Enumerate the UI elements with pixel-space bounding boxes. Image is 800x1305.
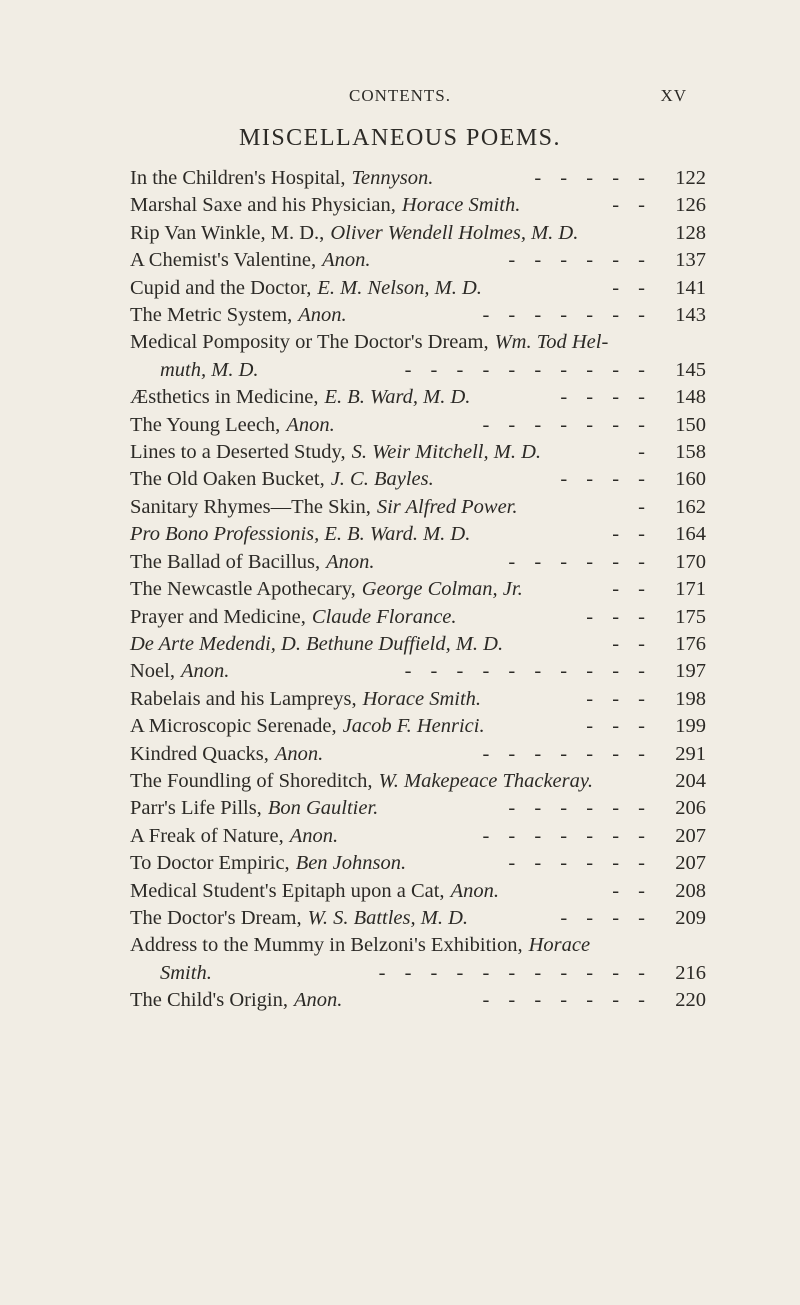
entry-title: Address to the Mummy in Belzoni's Exhibition, bbox=[130, 934, 523, 957]
entry-page-number: 206 bbox=[675, 797, 706, 820]
entry-author: George Colman, Jr. bbox=[361, 578, 523, 601]
dot-leaders: - - bbox=[612, 632, 652, 655]
entry-title: Rabelais and his Lampreys, bbox=[130, 687, 357, 710]
entry-author: Horace bbox=[528, 934, 591, 957]
entry-line bbox=[130, 466, 706, 493]
entry-line bbox=[130, 932, 706, 959]
entry-title: The Old Oaken Bucket, bbox=[130, 468, 325, 491]
contents-entry bbox=[130, 878, 706, 905]
entry-author: De Arte Medendi, D. Bethune Duffield, M. D. bbox=[130, 632, 504, 655]
entry-page-number: 158 bbox=[675, 441, 706, 464]
entry-page-number: 220 bbox=[675, 989, 706, 1012]
entry-title: A Microscopic Serenade, bbox=[130, 715, 337, 738]
entry-line bbox=[130, 987, 706, 1014]
entry-line bbox=[130, 878, 706, 905]
entry-title: Æsthetics in Medicine, bbox=[130, 386, 319, 409]
entry-title: The Metric System, bbox=[130, 304, 293, 327]
dot-leaders: - - bbox=[612, 578, 652, 601]
entry-title: Medical Student's Epitaph upon a Cat, bbox=[130, 879, 445, 902]
entry-title: To Doctor Empiric, bbox=[130, 852, 290, 875]
entry-page-number: 208 bbox=[675, 879, 706, 902]
entry-line bbox=[130, 686, 706, 713]
entry-line bbox=[130, 850, 706, 877]
contents-entry bbox=[130, 247, 706, 274]
contents-entry bbox=[130, 768, 706, 795]
entry-line bbox=[130, 412, 706, 439]
contents-entry bbox=[130, 741, 706, 768]
entry-author: S. Weir Mitchell, M. D. bbox=[351, 441, 541, 464]
entry-title: Parr's Life Pills, bbox=[130, 797, 262, 820]
dot-leaders: - - - - - - - bbox=[482, 989, 652, 1012]
entry-author: Horace Smith. bbox=[401, 194, 521, 217]
entry-title: Lines to a Deserted Study, bbox=[130, 441, 346, 464]
dot-leaders: - - bbox=[612, 879, 652, 902]
running-head bbox=[0, 86, 800, 110]
contents-entry bbox=[130, 466, 706, 493]
contents-entry bbox=[130, 987, 706, 1014]
contents-entry bbox=[130, 521, 706, 548]
contents-entry bbox=[130, 494, 706, 521]
entry-page-number: 150 bbox=[675, 413, 706, 436]
entry-title: A Freak of Nature, bbox=[130, 824, 284, 847]
entry-page-number: 164 bbox=[675, 523, 706, 546]
dot-leaders: - - - - - bbox=[534, 167, 652, 189]
entry-page-number: 170 bbox=[675, 550, 706, 573]
entry-title: Prayer and Medicine, bbox=[130, 605, 306, 628]
dot-leaders: - - - - - - - bbox=[482, 824, 652, 847]
entry-author: J. C. Bayles. bbox=[330, 468, 434, 491]
entry-page-number: 162 bbox=[675, 495, 706, 518]
entry-title: Medical Pomposity or The Doctor's Dream, bbox=[130, 331, 489, 354]
running-head-title: CONTENTS. bbox=[348, 86, 452, 105]
entry-line bbox=[130, 631, 706, 658]
entry-author: Anon. bbox=[289, 824, 339, 847]
entry-author: Ben Johnson. bbox=[295, 852, 407, 875]
contents-entry bbox=[130, 412, 706, 439]
contents-entry bbox=[130, 549, 706, 576]
dot-leaders: - - - bbox=[586, 605, 652, 628]
entry-page-number: 209 bbox=[675, 906, 706, 929]
entry-author-continued: muth, M. D. bbox=[160, 358, 259, 381]
entry-line bbox=[130, 329, 706, 356]
entry-author: Pro Bono Professionis, E. B. Ward. M. D. bbox=[130, 523, 471, 546]
entry-author-continued: Smith. bbox=[160, 961, 212, 984]
contents-entry bbox=[130, 850, 706, 877]
section-title: MISCELLANEOUS POEMS. bbox=[238, 125, 562, 151]
contents-entry bbox=[130, 905, 706, 932]
contents-entry bbox=[130, 713, 706, 740]
contents-entry bbox=[130, 192, 706, 219]
dot-leaders: - - - - bbox=[560, 468, 652, 491]
entry-page-number: 122 bbox=[675, 167, 706, 189]
entry-line bbox=[130, 384, 706, 411]
entry-line bbox=[130, 549, 706, 576]
entry-title: The Newcastle Apothecary, bbox=[130, 578, 356, 601]
dot-leaders: - - bbox=[612, 276, 652, 299]
entry-line bbox=[130, 823, 706, 850]
dot-leaders: - bbox=[638, 441, 652, 464]
entry-page-number: 197 bbox=[675, 660, 706, 683]
entry-author: Anon. bbox=[294, 989, 343, 1012]
contents-entry bbox=[130, 604, 706, 631]
entry-page-number: 216 bbox=[675, 961, 706, 984]
entry-page-number: 145 bbox=[675, 358, 706, 381]
contents-entry bbox=[130, 384, 706, 411]
entry-author: Anon. bbox=[298, 304, 347, 327]
entry-page-number: 143 bbox=[675, 304, 706, 327]
entry-page-number: 141 bbox=[675, 276, 706, 299]
entry-title: Cupid and the Doctor, bbox=[130, 276, 312, 299]
dot-leaders: - - - - - - bbox=[508, 852, 652, 875]
entry-page-number: 128 bbox=[675, 221, 706, 244]
contents-entry bbox=[130, 220, 706, 247]
entry-title: Rip Van Winkle, M. D., bbox=[130, 221, 325, 244]
dot-leaders: - - - - bbox=[560, 906, 652, 929]
entry-page-number: 204 bbox=[675, 769, 706, 792]
entry-line bbox=[130, 795, 706, 822]
entry-line bbox=[130, 576, 706, 603]
contents-entry bbox=[130, 631, 706, 658]
entry-page-number: 199 bbox=[675, 715, 706, 738]
entry-line bbox=[130, 905, 706, 932]
entry-page-number: 291 bbox=[675, 742, 706, 765]
entry-title: The Young Leech, bbox=[130, 413, 281, 436]
dot-leaders: - - bbox=[612, 194, 652, 217]
entry-author: Anon. bbox=[274, 742, 324, 765]
contents-entry bbox=[130, 165, 706, 192]
dot-leaders: - - - bbox=[586, 687, 652, 710]
entry-line bbox=[130, 604, 706, 631]
entry-title: The Child's Origin, bbox=[130, 989, 289, 1012]
entry-author: Anon. bbox=[326, 550, 375, 573]
dot-leaders: - - - - - - - bbox=[482, 413, 652, 436]
dot-leaders: - - - - - - - - - - - bbox=[378, 961, 652, 984]
contents-entry bbox=[130, 658, 706, 685]
dot-leaders: - - - - bbox=[560, 386, 652, 409]
entry-author: Horace Smith. bbox=[362, 687, 482, 710]
contents-entry bbox=[130, 329, 706, 384]
entry-author: Anon. bbox=[322, 249, 371, 272]
entry-line bbox=[130, 494, 706, 521]
entry-line bbox=[130, 713, 706, 740]
entry-author: E. M. Nelson, M. D. bbox=[317, 276, 482, 299]
entry-author: Jacob F. Henrici. bbox=[342, 715, 485, 738]
entry-title: The Foundling of Shoreditch, bbox=[130, 769, 373, 792]
contents-list bbox=[130, 165, 706, 1015]
entry-page-number: 171 bbox=[675, 578, 706, 601]
contents-entry bbox=[130, 302, 706, 329]
dot-leaders: - - - - - - - - - - bbox=[404, 358, 652, 381]
entry-page-number: 148 bbox=[675, 386, 706, 409]
entry-line bbox=[130, 247, 706, 274]
dot-leaders: - - - - - - - bbox=[482, 742, 652, 765]
dot-leaders: - - - - - - - - - - bbox=[404, 660, 652, 683]
dot-leaders: - - - bbox=[586, 715, 652, 738]
dot-leaders: - bbox=[638, 495, 652, 518]
entry-line bbox=[130, 741, 706, 768]
entry-page-number: 207 bbox=[675, 852, 706, 875]
entry-author: Bon Gaultier. bbox=[267, 797, 379, 820]
entry-title: Noel, bbox=[130, 660, 175, 683]
entry-author: Anon. bbox=[450, 879, 499, 902]
entry-page-number: 137 bbox=[675, 249, 706, 272]
entry-title: The Doctor's Dream, bbox=[130, 906, 302, 929]
entry-line bbox=[130, 768, 706, 795]
entry-line bbox=[130, 439, 706, 466]
dot-leaders: - - bbox=[612, 523, 652, 546]
dot-leaders: - - - - - - bbox=[508, 797, 652, 820]
contents-entry bbox=[130, 932, 706, 987]
entry-author: E. B. Ward, M. D. bbox=[324, 386, 471, 409]
entry-author: Tennyson. bbox=[351, 167, 434, 189]
entry-page-number: 198 bbox=[675, 687, 706, 710]
dot-leaders: - - - - - - bbox=[508, 249, 652, 272]
entry-author: Wm. Tod Hel- bbox=[494, 331, 609, 354]
entry-line bbox=[130, 521, 706, 548]
entry-line bbox=[130, 192, 706, 219]
entry-line bbox=[130, 275, 706, 302]
entry-title: In the Children's Hospital, bbox=[130, 167, 346, 189]
entry-line bbox=[130, 658, 706, 685]
entry-page-number: 175 bbox=[675, 605, 706, 628]
entry-title: A Chemist's Valentine, bbox=[130, 249, 317, 272]
entry-title: Kindred Quacks, bbox=[130, 742, 269, 765]
dot-leaders: - - - - - - bbox=[508, 550, 652, 573]
entry-title: Marshal Saxe and his Physician, bbox=[130, 194, 396, 217]
entry-author: W. Makepeace Thackeray. bbox=[378, 769, 593, 792]
entry-author: Sir Alfred Power. bbox=[376, 495, 518, 518]
contents-entry bbox=[130, 576, 706, 603]
contents-entry bbox=[130, 275, 706, 302]
running-head-page-number: XV bbox=[660, 86, 687, 105]
contents-entry bbox=[130, 439, 706, 466]
dot-leaders: - - - - - - - bbox=[482, 304, 652, 327]
entry-title: The Ballad of Bacillus, bbox=[130, 550, 321, 573]
entry-line-continued bbox=[130, 960, 706, 987]
entry-title: Sanitary Rhymes—The Skin, bbox=[130, 495, 371, 518]
contents-entry bbox=[130, 795, 706, 822]
entry-page-number: 176 bbox=[675, 632, 706, 655]
entry-page-number: 126 bbox=[675, 194, 706, 217]
entry-page-number: 160 bbox=[675, 468, 706, 491]
contents-entry bbox=[130, 686, 706, 713]
entry-author: Anon. bbox=[286, 413, 335, 436]
contents-entry bbox=[130, 823, 706, 850]
entry-line bbox=[130, 165, 706, 192]
entry-line bbox=[130, 302, 706, 329]
entry-author: Claude Florance. bbox=[311, 605, 457, 628]
entry-author: W. S. Battles, M. D. bbox=[307, 906, 469, 929]
entry-line-continued bbox=[130, 357, 706, 384]
entry-author: Anon. bbox=[180, 660, 230, 683]
entry-author: Oliver Wendell Holmes, M. D. bbox=[330, 221, 579, 244]
entry-page-number: 207 bbox=[675, 824, 706, 847]
entry-line bbox=[130, 220, 706, 247]
